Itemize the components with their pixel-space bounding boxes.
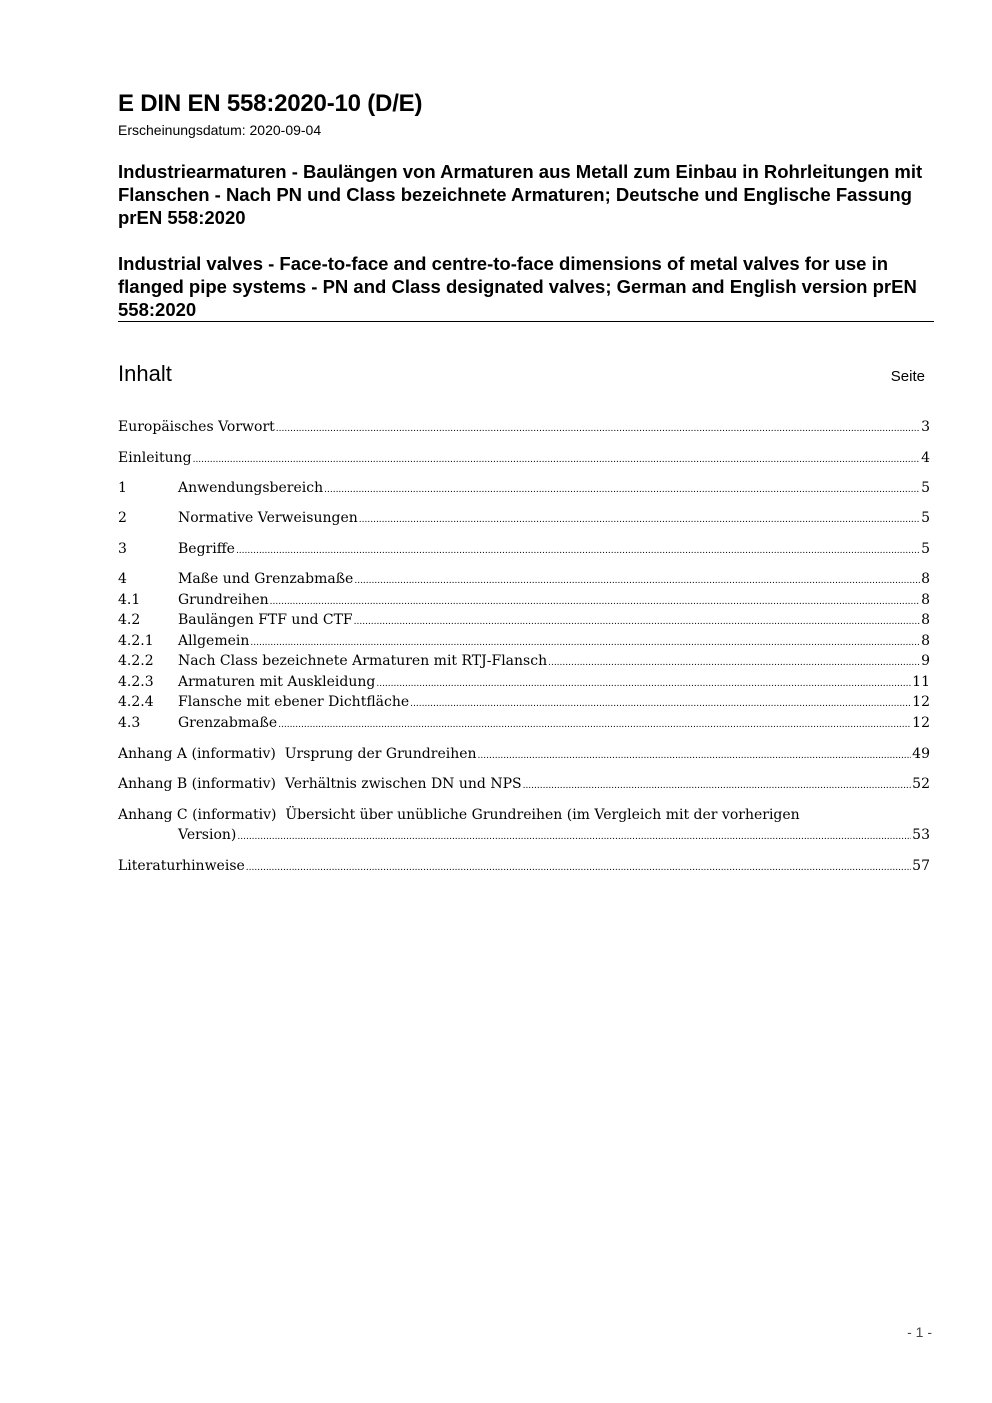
toc-entry-title: Europäisches Vorwort	[118, 419, 275, 435]
toc-entry-page: 4	[921, 450, 930, 466]
toc-entry-title: Grenzabmaße	[178, 715, 278, 731]
toc-leader-dots	[246, 856, 911, 878]
toc-entry-page: 49	[912, 746, 930, 762]
toc-leader-dots	[236, 539, 920, 561]
toc-leader-dots	[523, 774, 912, 796]
toc-entry-introduction[interactable]	[118, 448, 930, 470]
toc-entry-title: Begriffe	[178, 541, 235, 557]
toc-entry-title: Normative Verweisungen	[178, 510, 358, 526]
toc-entry-section-4-1[interactable]	[118, 590, 930, 612]
toc-entry-title: Grundreihen	[178, 592, 269, 608]
toc-leader-dots	[354, 569, 920, 591]
page-number: - 1 -	[907, 1324, 932, 1340]
toc-entry-number: 4.2.4	[118, 694, 154, 710]
toc-entry-page: 8	[921, 612, 930, 628]
toc-leader-dots	[237, 825, 911, 847]
toc-entry-page: 57	[912, 858, 930, 874]
toc-leader-dots	[193, 448, 921, 470]
toc-entry-title: Allgemein	[178, 633, 250, 649]
toc-entry-number: 4.2.2	[118, 653, 154, 669]
toc-entry-title: Nach Class bezeichnete Armaturen mit RTJ-Flansch	[178, 653, 548, 669]
toc-leader-dots	[276, 417, 920, 439]
publication-date: Erscheinungsdatum: 2020-09-04	[118, 122, 322, 138]
toc-entry-section-4-2-2[interactable]	[118, 651, 930, 673]
toc-entry-page: 5	[921, 480, 930, 496]
toc-entry-page: 12	[912, 694, 930, 710]
toc-entry-title-continued: Version)	[178, 827, 237, 843]
toc-entry-number: 4.2	[118, 612, 141, 628]
toc-entry-page: 8	[921, 571, 930, 587]
toc-entry-number: 2	[118, 510, 127, 526]
toc-entry-title: Anhang A (informativ) Ursprung der Grundreihen	[118, 746, 477, 762]
document-id: E DIN EN 558:2020-10 (D/E)	[118, 90, 423, 117]
toc-entry-annex-a[interactable]	[118, 744, 930, 766]
toc-entry-page: 11	[912, 674, 930, 690]
toc-entry-european-foreword[interactable]	[118, 417, 930, 439]
toc-entry-continuation	[118, 825, 930, 847]
toc-entry-number: 4.3	[118, 715, 141, 731]
toc-entry-page: 8	[921, 633, 930, 649]
toc-entry-title: Anhang B (informativ) Verhältnis zwischen DN und NPS	[118, 776, 522, 792]
toc-entry-section-4-2-4[interactable]	[118, 692, 930, 714]
toc-entry-section-4-2-1[interactable]	[118, 631, 930, 653]
toc-entry-title: Literaturhinweise	[118, 858, 245, 874]
toc-entry-number: 4.2.3	[118, 674, 154, 690]
toc-leader-dots	[410, 692, 911, 714]
toc-leader-dots	[270, 590, 920, 612]
title-german: Industriearmaturen - Baulängen von Armaturen aus Metall zum Einbau in Rohrleitungen mit Flanschen - Nach PN und Class bezeichnete Armaturen; Deutsche und Englische Fassung prEN 558:2020	[118, 161, 923, 228]
toc-entry-title: Flansche mit ebener Dichtfläche	[178, 694, 410, 710]
toc-entry-number: 4.1	[118, 592, 141, 608]
toc-entry-section-2[interactable]	[118, 508, 930, 530]
toc-leader-dots	[376, 672, 911, 694]
toc-entry-page: 8	[921, 592, 930, 608]
toc-page-column-label: Seite	[890, 368, 925, 385]
toc-entry-number: 3	[118, 541, 127, 557]
toc-entry-page: 53	[912, 827, 930, 843]
toc-entry-number: 4	[118, 571, 127, 587]
toc-leader-dots	[359, 508, 920, 530]
toc-entry-section-4-2-3[interactable]	[118, 672, 930, 694]
toc-entry-section-1[interactable]	[118, 478, 930, 500]
title-divider	[118, 321, 934, 322]
toc-entry-section-4-2[interactable]	[118, 610, 930, 632]
toc-leader-dots	[250, 631, 920, 653]
toc-entry-section-3[interactable]	[118, 539, 930, 561]
toc-entry-title: Einleitung	[118, 450, 192, 466]
toc-entry-page: 12	[912, 715, 930, 731]
toc-entry-page: 9	[921, 653, 930, 669]
toc-entry-page: 5	[921, 541, 930, 557]
toc-entry-annex-c[interactable]	[118, 805, 930, 847]
toc-entry-bibliography[interactable]	[118, 856, 930, 878]
toc-leader-dots	[278, 713, 911, 735]
toc-entry-title: Anhang C (informativ) Übersicht über unübliche Grundreihen (im Vergleich mit der vorherigen	[118, 807, 800, 823]
toc-entry-title: Armaturen mit Auskleidung	[178, 674, 376, 690]
toc-entry-title: Maße und Grenzabmaße	[178, 571, 354, 587]
toc-entry-title: Baulängen FTF und CTF	[178, 612, 353, 628]
toc-entry-number: 1	[118, 480, 127, 496]
toc-entry-section-4-3[interactable]	[118, 713, 930, 735]
toc-entry-annex-b[interactable]	[118, 774, 930, 796]
toc-entry-number: 4.2.1	[118, 633, 154, 649]
toc-leader-dots	[324, 478, 920, 500]
toc-entry-title: Anwendungsbereich	[178, 480, 324, 496]
toc-heading: Inhalt	[118, 361, 172, 386]
toc-leader-dots	[354, 610, 920, 632]
toc-leader-dots	[478, 744, 912, 766]
toc-entry-page: 5	[921, 510, 930, 526]
toc-leader-dots	[548, 651, 920, 673]
toc-entry-page: 3	[921, 419, 930, 435]
toc-entry-page: 52	[912, 776, 930, 792]
toc-entry-section-4[interactable]	[118, 569, 930, 591]
title-english: Industrial valves - Face-to-face and centre-to-face dimensions of metal valves for use in flanged pipe systems - PN and Class designated valves; German and English version prEN 558:2020	[118, 253, 917, 320]
